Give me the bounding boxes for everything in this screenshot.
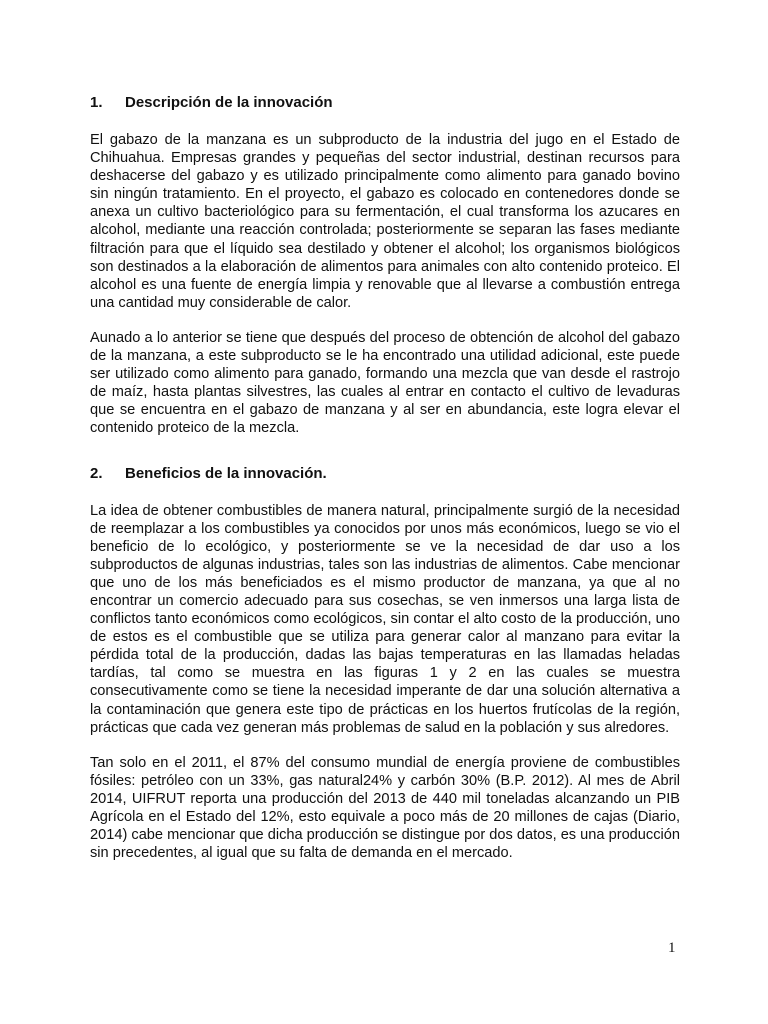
section-1-paragraph-1: El gabazo de la manzana es un subproducto de la industria del jugo en el Estado de Chihuahua. Empresas grandes y pequeñas del sector industrial, destinan recursos para deshacerse del gabazo y es utilizado principalmente como alimento para ganado bovino sin ningún tratamiento. En el proyecto, el gabazo es colocado en contenedores donde se anexa un cultivo bacteriológico para su fermentación, el cual transforma los azucares en alcohol, mediante una reacción controlada; posteriormente se separan las fases mediante filtración para que el líquido sea destilado y obtener el alcohol; los organismos biológicos son destinados a la elaboración de alimentos para animales con alto contenido proteico. El alcohol es una fuente de energía limpia y renovable que al llevarse a combustión entrega una cantidad muy considerable de calor. [90, 132, 680, 311]
section-2-heading [90, 463, 680, 485]
page-body [90, 92, 680, 879]
section-1-heading [90, 92, 680, 114]
section-2-paragraph-1: La idea de obtener combustibles de manera natural, principalmente surgió de la necesidad de reemplazar a los combustibles ya conocidos por unos más económicos, luego se vio el beneficio de lo ecológico, y posteriormente se ve la necesidad de dar uso a los subproductos de algunas industrias, tales son las industrias de alimentos. Cabe mencionar que uno de los más beneficiados es el mismo productor de manzana, ya que al no encontrar un comercio adecuado para sus cosechas, se ven inmersos una larga lista de conflictos tanto económicos como ecológicos, sin contar el alto costo de la producción, uno de estos es el combustible que se utiliza para generar calor al manzano para evitar la pérdida total de la producción, dadas las bajas temperaturas en las llamadas heladas tardías, tal como se muestra en las figuras 1 y 2 en las cuales se muestra consecutivamente como se tiene la necesidad imperante de dar una solución alternativa a la contaminación que genera este tipo de prácticas en los huertos frutícolas de la región, prácticas que cada vez generan más problemas de salud en la población y sus alredores. [90, 502, 680, 736]
section-2-title: Beneficios de la innovación. [125, 464, 327, 482]
section-1-number: 1. [90, 94, 103, 111]
page-number: 1 [668, 940, 676, 956]
section-2-paragraph-2: Tan solo en el 2011, el 87% del consumo mundial de energía proviene de combustibles fósiles: petróleo con un 33%, gas natural24% y carbón 30% (B.P. 2012). Al mes de Abril 2014, UIFRUT reporta una producción del 2013 de 440 mil toneladas alcanzando un PIB Agrícola en el Estado del 12%, esto equivale a poco más de 20 millones de cajas (Diario, 2014) cabe mencionar que dicha producción se distingue por dos datos, es una producción sin precedentes, al igual que su falta de demanda en el mercado. [90, 754, 680, 862]
section-1-paragraph-2: Aunado a lo anterior se tiene que después del proceso de obtención de alcohol del gabazo de la manzana, a este subproducto se le ha encontrado una utilidad adicional, este puede ser utilizado como alimento para ganado, formando una mezcla que van desde el rastrojo de maíz, hasta plantas silvestres, las cuales al entrar en contacto el cultivo de levaduras que se encuentra en el gabazo de manzana y al ser en abundancia, este logra elevar el contenido proteico de la mezcla. [90, 329, 680, 437]
section-2-number: 2. [90, 464, 103, 482]
section-1-title: Descripción de la innovación [125, 94, 333, 111]
